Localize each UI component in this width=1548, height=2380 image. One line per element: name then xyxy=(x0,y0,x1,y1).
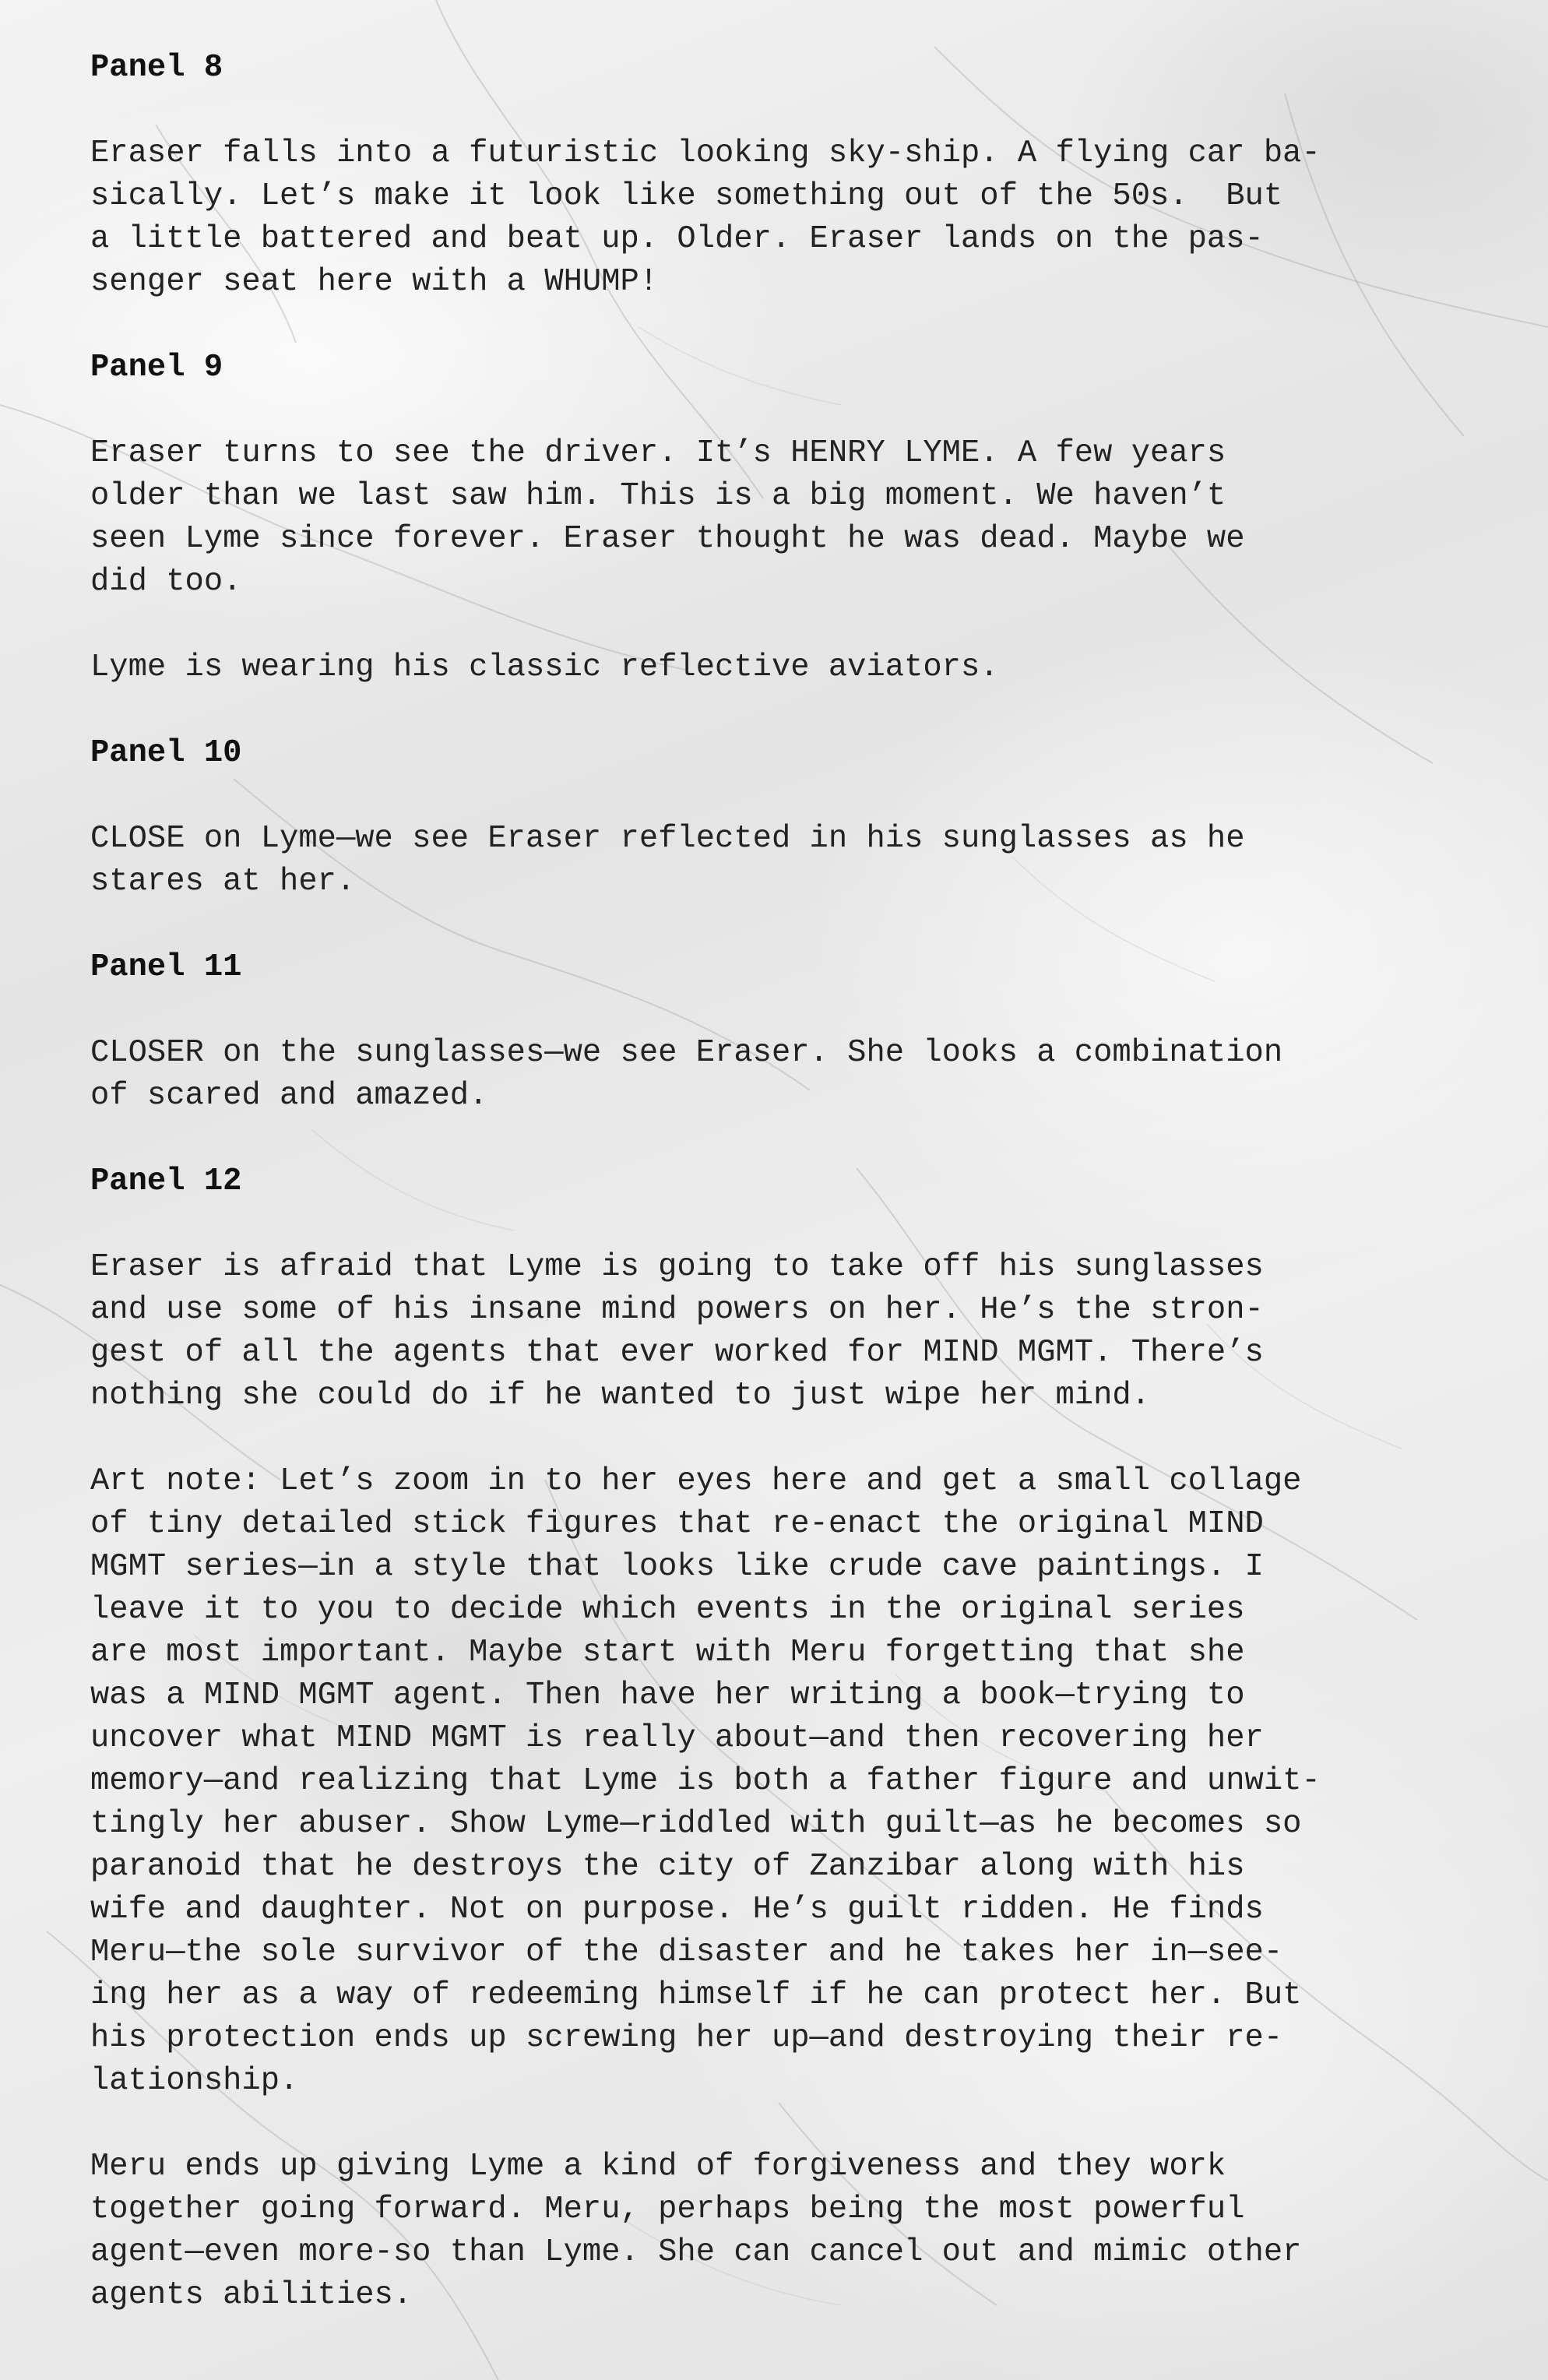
paragraph-line: Eraser is afraid that Lyme is going to take off his sunglasses xyxy=(90,1249,1264,1285)
panel-heading-text: Panel 10 xyxy=(90,735,242,771)
paragraph-line: Eraser turns to see the driver. It’s HENRY LYME. A few years xyxy=(90,435,1226,471)
paragraph-line: ing her as a way of redeeming himself if he can protect her. But xyxy=(90,1977,1302,2013)
script-paragraph xyxy=(90,2146,1476,2317)
script-paragraph xyxy=(90,132,1476,304)
paragraph-line: Meru—the sole survivor of the disaster and he takes her in—see- xyxy=(90,1935,1283,1970)
paragraph-line: Meru ends up giving Lyme a kind of forgiveness and they work xyxy=(90,2149,1226,2185)
paragraph-line: stares at her. xyxy=(90,864,356,900)
paragraph-line: tingly her abuser. Show Lyme—riddled with guilt—as he becomes so xyxy=(90,1806,1302,1842)
panel-heading xyxy=(90,732,1476,775)
panel-heading xyxy=(90,47,1476,90)
panel-heading xyxy=(90,1160,1476,1203)
paragraph-line: together going forward. Meru, perhaps being the most powerful xyxy=(90,2192,1245,2227)
paragraph-line: Lyme is wearing his classic reflective aviators. xyxy=(90,650,999,685)
paragraph-line: lationship. xyxy=(90,2063,299,2099)
paragraph-line: older than we last saw him. This is a big moment. We haven’t xyxy=(90,478,1226,514)
paragraph-line: of tiny detailed stick figures that re-enact the original MIND xyxy=(90,1506,1264,1542)
paragraph-line: of scared and amazed. xyxy=(90,1078,488,1114)
script-paragraph xyxy=(90,1246,1476,1417)
paragraph-line: nothing she could do if he wanted to just wipe her mind. xyxy=(90,1378,1151,1414)
script-paragraph xyxy=(90,1032,1476,1118)
paragraph-line: CLOSER on the sunglasses—we see Eraser. She looks a combination xyxy=(90,1035,1283,1071)
paragraph-line: and use some of his insane mind powers on her. He’s the stron- xyxy=(90,1292,1264,1328)
script-page xyxy=(90,47,1476,2360)
panel-heading xyxy=(90,946,1476,989)
paragraph-line: paranoid that he destroys the city of Zanzibar along with his xyxy=(90,1849,1245,1885)
paragraph-line: MGMT series—in a style that looks like crude cave paintings. I xyxy=(90,1549,1264,1585)
paragraph-line: senger seat here with a WHUMP! xyxy=(90,264,659,300)
script-paragraph xyxy=(90,432,1476,604)
panel-heading-text: Panel 9 xyxy=(90,350,223,386)
paragraph-line: memory—and realizing that Lyme is both a father figure and unwit- xyxy=(90,1763,1321,1799)
script-paragraph xyxy=(90,818,1476,903)
paragraph-line: are most important. Maybe start with Meru forgetting that she xyxy=(90,1635,1245,1671)
paragraph-line: Art note: Let’s zoom in to her eyes here and get a small collage xyxy=(90,1463,1302,1499)
paragraph-line: did too. xyxy=(90,564,242,600)
script-paragraph xyxy=(90,1460,1476,2103)
panel-heading xyxy=(90,347,1476,389)
paragraph-line: sically. Let’s make it look like something out of the 50s. But xyxy=(90,178,1283,214)
paragraph-line: agent—even more-so than Lyme. She can cancel out and mimic other xyxy=(90,2234,1302,2270)
paragraph-line: was a MIND MGMT agent. Then have her writing a book—trying to xyxy=(90,1678,1245,1713)
paragraph-line: wife and daughter. Not on purpose. He’s guilt ridden. He finds xyxy=(90,1892,1264,1928)
paragraph-line: CLOSE on Lyme—we see Eraser reflected in his sunglasses as he xyxy=(90,821,1245,857)
paragraph-line: his protection ends up screwing her up—and destroying their re- xyxy=(90,2020,1283,2056)
paragraph-line: agents abilities. xyxy=(90,2277,413,2313)
paragraph-line: seen Lyme since forever. Eraser thought he was dead. Maybe we xyxy=(90,521,1245,557)
panel-heading-text: Panel 8 xyxy=(90,50,223,86)
paragraph-line: leave it to you to decide which events in the original series xyxy=(90,1592,1245,1628)
paragraph-line: a little battered and beat up. Older. Eraser lands on the pas- xyxy=(90,221,1264,257)
panel-heading-text: Panel 11 xyxy=(90,949,242,985)
script-paragraph xyxy=(90,646,1476,689)
paragraph-line: gest of all the agents that ever worked for MIND MGMT. There’s xyxy=(90,1335,1264,1371)
paragraph-line: Eraser falls into a futuristic looking sky-ship. A flying car ba- xyxy=(90,136,1321,171)
paragraph-line: uncover what MIND MGMT is really about—and then recovering her xyxy=(90,1720,1264,1756)
panel-heading-text: Panel 12 xyxy=(90,1164,242,1199)
